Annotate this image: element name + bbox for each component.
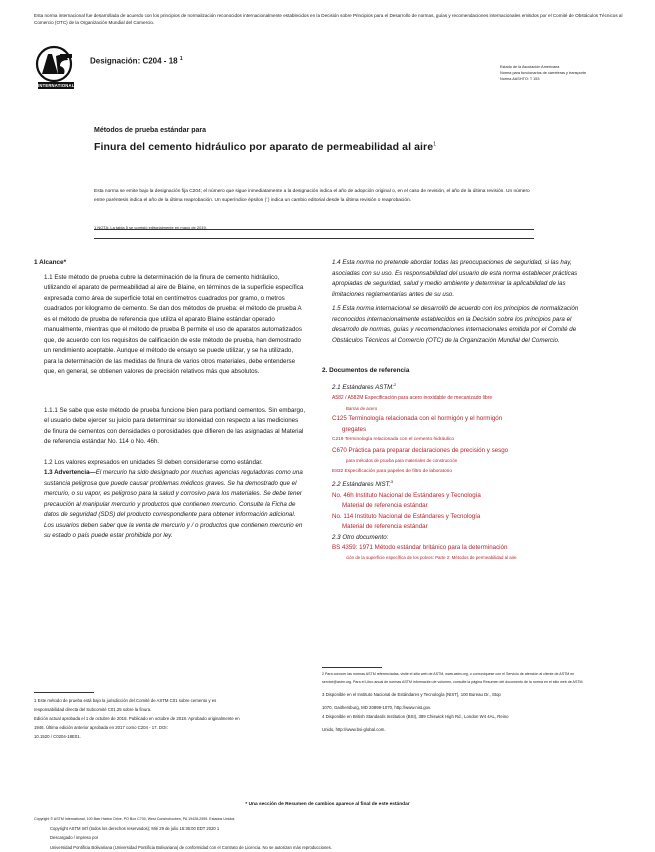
aashto-line-1: Estado de la Asociación Americana (500, 65, 560, 69)
ref-c125-sub: gregates (342, 425, 367, 433)
left-column (34, 258, 306, 542)
para-1-1-1: 1.1.1 Se sabe que este método de prueba funcione bien para portland cementos. Sin embargo, el usuario debe ejercer su juicio para determinar su idoneidad con respecto a las mediciones de finura de cementos con densidades o porosidades que difieren de las asignadas al Material de referencia estándar No. 114 o No. 46h. (44, 406, 306, 445)
ref-46h[interactable]: No. 46h Instituto Nacional de Estándares y Tecnología (332, 491, 481, 499)
header-notice: Esta norma internacional fue desarrollada de acuerdo con los principios de normalización reconocidos internacionalmente establecidos en la Decisión sobre Principios para el Desarrollo de normas, guías y recomendaciones internacionales emitidos por el Comité de Obstáculos Técnicos al Comercio (OTC) de la Organización Mundial del Comercio. (34, 13, 623, 25)
other-document-heading: 2.3 Otro documento: (332, 533, 389, 541)
astm-head-mark: 2 (394, 381, 397, 387)
footnote-3a: 3 Disponible en el Instituto Nacional de Estándares y Tecnología (NIST), 100 Bureau Dr., Stop (322, 692, 501, 697)
footnote-1d: 1946. Última edición anterior aprobada en 2017 como C204 - 17. DOI: (34, 725, 168, 730)
standard-note: Esta norma se emite bajo la designación fija C204; el número que sigue inmediatamente a la designación indica el año de adopción original o, en el caso de revisión, el año de la última revisión. Un número entre paréntesis indica el año de la última reaprobación. Un superíndice épsilon (´) indica un cambio editorial desde la última revisión o reaprobación. (94, 189, 530, 203)
para-1-4: 1.4 Esta norma no pretende abordar todas las preocupaciones de seguridad, si las hay, asociadas con su uso. Es responsabilidad del usuario de esta norma establecer prácticas apropiadas de seguridad, salud y medio ambiente y determinar la aplicabilidad de las limitaciones reglamentarias antes de su uso. (332, 259, 578, 298)
page-title (94, 141, 436, 153)
references-heading: 2. Documentos de referencia (322, 367, 410, 374)
ref-a582-sub: Barras de acero (346, 405, 378, 411)
designation-mark: 1 (179, 56, 183, 62)
ref-46h-sub: Material de referencia estándar (342, 502, 428, 510)
designation (90, 56, 183, 66)
footnote-1b: responsabilidad directa del Subcomité C01.25 sobre la finura. (34, 707, 152, 712)
para-1-3: 1.3 Advertencia—El mercurio ha sido designado por muchas agencias reguladoras como una sustancia peligrosa que puede causar problemas médicos graves. Se ha demostrado que el mercurio, o su vapor, es peligroso para la salud y corrosivo para los materiales. Se debe tener precaución al manipular mercurio y productos que contienen mercurio. Consulte la Ficha de datos de seguridad (SDS) del producto correspondiente para obtener información adicional. Los usuarios deben saber que la venta de mercurio y / o productos que contienen mercurio en su estado o país puede estar prohibida por ley. (44, 469, 303, 539)
designation-text: Designación: C204 - 18 (90, 56, 178, 66)
title-mark: 1 (433, 141, 437, 148)
footer (34, 815, 634, 852)
footnote-1c: Edición actual aprobada el 1 de octubre de 2018. Publicado en octubre de 2018. Aprobado originalmente en (34, 716, 240, 721)
summary-of-changes-note: * Una sección de Resumen de cambios aparece al final de este estándar (245, 802, 410, 807)
copyright-line: Copyright © ASTM International, 100 Barr Harbor Drive, PO Box C700, West Conshohocken, PA 19428-2959. Estados Unidos (34, 817, 235, 821)
scope-heading: 1 Alcance* (34, 259, 67, 266)
footnote-1a: 1 Este método de prueba está bajo la jurisdicción del Comité de ASTM C01 sobre cemento y es (34, 698, 217, 703)
ref-a582[interactable]: A582 / A582M Especificación para acero inoxidable de mecanizado libre (332, 395, 493, 402)
footnotes-right (322, 670, 584, 734)
footnote-1e: 10.1520 / C0204-18E01. (34, 734, 81, 739)
eps-rule (94, 229, 534, 230)
astm-head-text: 2.1 Estándares ASTM: (332, 383, 395, 391)
footnote-2: 2 Para conocer las normas ASTM referenciadas, visite el sitio web de ASTM, www.astm.org, o comuníquese con el Servicio de atención al cliente de ASTM en service@astm.org. Para el Libro anual de normas ASTM información de volumen, consulte la página Resumen del documento de la norma en el sitio web de ASTM. (322, 672, 584, 684)
warning-text: El mercurio ha sido designado por muchas agencias reguladoras como una sustancia peligrosa que puede causar problemas médicos graves. Se ha demostrado que el mercurio, o su vapor, es peligroso para la salud y corrosivo para los materiales. Se debe tener precaución al manipular mercurio y productos que contienen mercurio. Consulte la Ficha de datos de seguridad (SDS) del producto correspondiente para obtener información adicional. Los usuarios deben saber que la venta de mercurio y / o productos que contienen mercurio en su estado o país puede estar prohibida por ley. (44, 469, 303, 539)
page-title-text: Finura del cemento hidráulico por aparato de permeabilidad al aire (94, 141, 434, 153)
para-1-5: 1.5 Esta norma internacional se desarrolló de acuerdo con los principios de normalización reconocidos internacionalmente establecidos en la Decisión sobre los principios para el desarrollo de normas, guías y recomendaciones internacionales emitida por el Comité de Obstáculos Técnicos al Comercio (OTC) de la Organización Mundial del Comercio. (332, 305, 579, 344)
warning-lead: 1.3 Advertencia (44, 469, 90, 476)
ref-e832[interactable]: E832 Especificación para papeles de filtro de laboratorio (332, 468, 452, 474)
ref-c670[interactable]: C670 Práctica para preparar declaraciones de precisión y sesgo (332, 446, 509, 454)
right-column (322, 258, 586, 562)
aashto-line-2: Norma para funcionarios de carreteras y transporte (500, 71, 587, 75)
footnote-4a: 4 Disponible en British Standards Institution (BSI), 389 Chiswick High Rd., London W4 4AL, Reino (322, 714, 509, 719)
ref-c125[interactable]: C125 Terminología relacionada con el hormigón y el hormigón (332, 415, 503, 423)
section-rule (94, 238, 534, 239)
ref-c670-sub: para métodos de prueba para materiales de construcción (346, 458, 458, 464)
ref-bs4359[interactable]: BS 4359: 1971 Método estándar británico para la determinación (332, 544, 508, 552)
astm-standards-heading (322, 380, 586, 394)
nist-standards-heading (322, 477, 586, 491)
astm-logo (32, 44, 86, 96)
footnotes-left (34, 696, 302, 741)
logo-text: INTERNATIONAL (38, 82, 75, 88)
epsilon-note: 1 NOTA: La tabla 5 se corrigió editorialmente en mayo de 2019. (94, 225, 207, 230)
aashto-block (470, 64, 620, 82)
footnote-3b: 1070, Gaithersburg, MD 20899-1070, http://www.nist.gov. (322, 705, 432, 710)
astm-logo-icon (32, 44, 86, 96)
footnote-rule-right (322, 667, 382, 668)
para-1-1: 1.1 Este método de prueba cubre la determinación de la finura de cemento hidráulico, utilizando el aparato de permeabilidad al aire de Blaine, en términos de la superficie específica expresada como área de superficie total en centímetros cuadrados por gramo, o metros cuadrados por kilogramo de cemento. Se dan dos métodos de prueba: el método de prueba A es el método de prueba de referencia que utiliza el aparato Blaine estándar operado manualmente, mientras que el método de prueba B permite el uso de aparatos automatizados que, de acuerdo con los requisitos de calificación de este método de prueba, han demostrado un rendimiento aceptable. Aunque el método de ensayo se puede utilizar, y se ha utilizado, para la determinación de las medidas de finura de varios otros materiales, debe entenderse que, en general, se obtienen valores de precisión relativos más que absolutos. (44, 273, 304, 375)
university-line: Universidad Pontificia Bolivariana (Universidad Pontificia Bolivariana) de conformidad con el Contrato de Licencia. No se autorizan más reproducciones. (50, 844, 332, 850)
ref-114[interactable]: No. 114 Instituto Nacional de Estándares y Tecnología (332, 512, 481, 520)
footnote-4b: Unido, http://www.bsi-global.com. (322, 727, 386, 732)
methods-heading: Métodos de prueba estándar para (94, 127, 207, 134)
ref-bs4359-sub: ción de la superficie específica de los polvos: Parte 2: Métodos de permeabilidad al aire (346, 554, 517, 560)
license-line: Copyright ASTM Int'l (todos los derechos reservados); Mié 29 de julio 15:36:00 EDT 2020 1 (50, 826, 220, 832)
para-1-2: 1.2 Los valores expresados en unidades SI deben considerarse como estándar. (44, 458, 263, 466)
downloaded-line: Descargado / impreso por (50, 835, 99, 841)
ref-114-sub: Material de referencia estándar (342, 523, 428, 531)
footnote-rule-left (34, 692, 94, 693)
aashto-line-3: Norma AASHTO: T 153 (500, 77, 540, 81)
nist-head-text: 2.2 Estándares NIST: (332, 481, 391, 489)
nist-head-mark: 3 (390, 479, 393, 485)
ref-c219[interactable]: C219 Terminología relacionada con el cemento hidráulico (332, 437, 455, 443)
